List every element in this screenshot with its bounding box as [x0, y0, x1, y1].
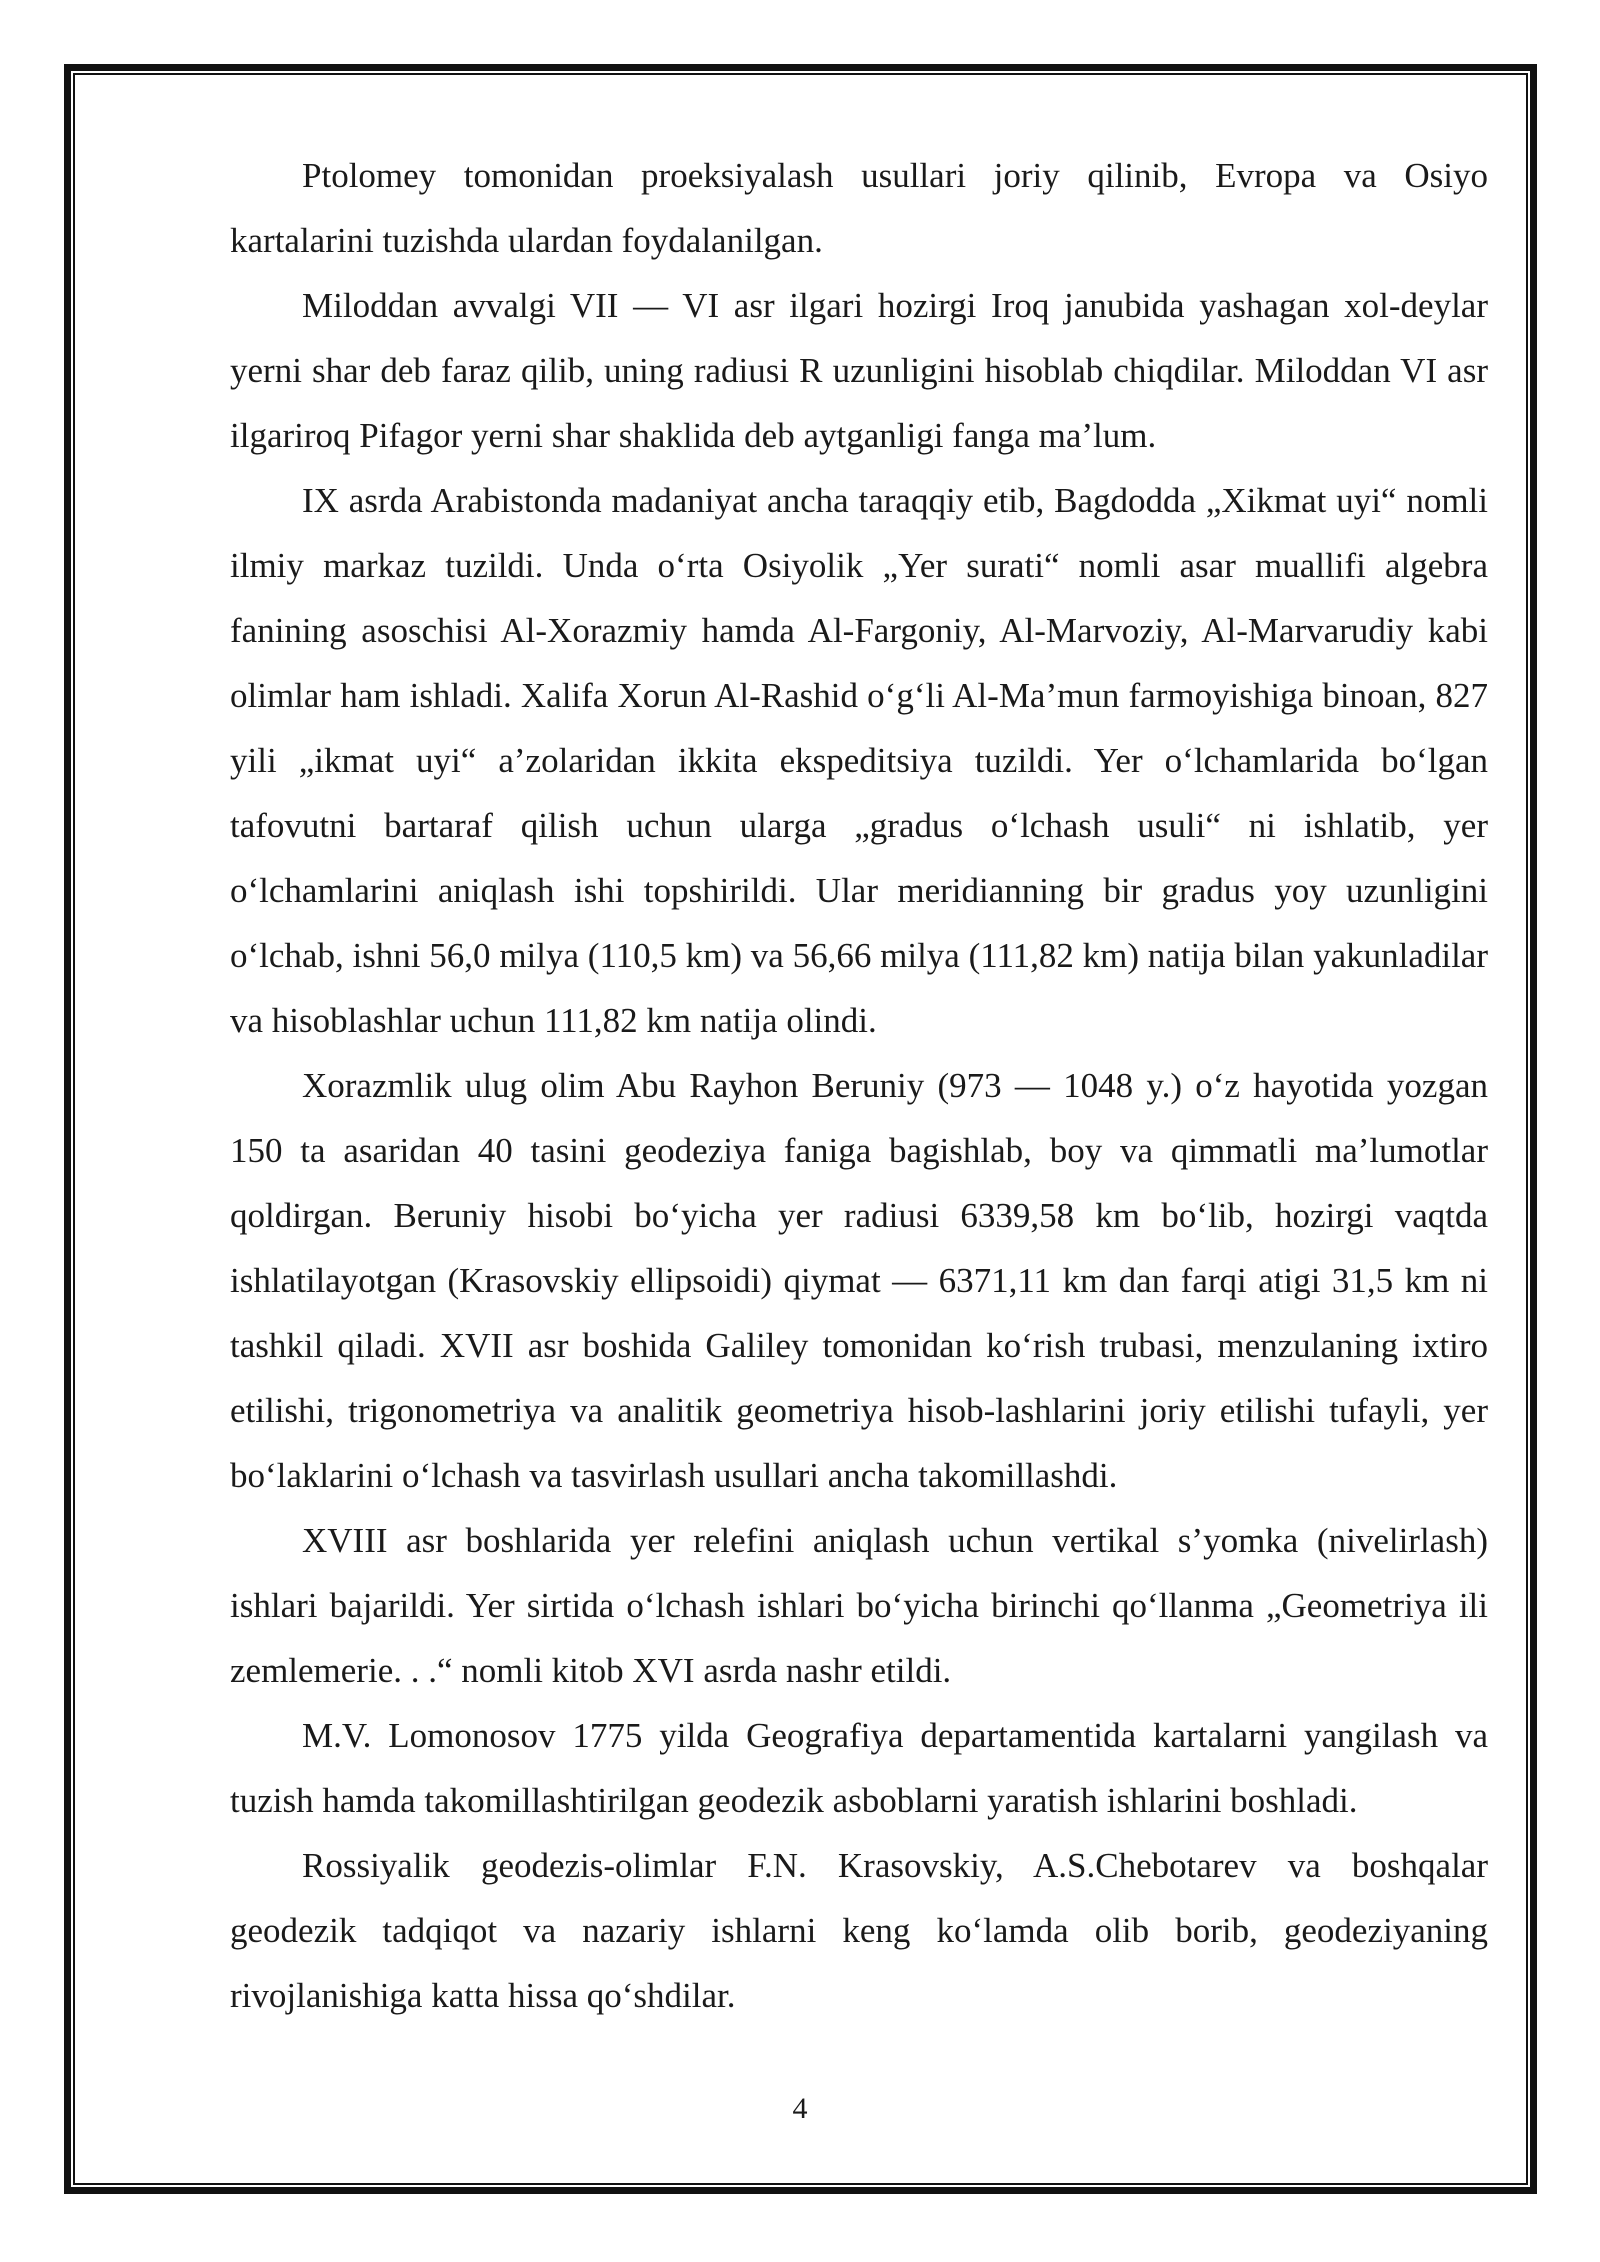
paragraph-lomonosov: M.V. Lomonosov 1775 yilda Geografiya departamentida kartalarni yangilash va tuzish hamda takomillashtirilgan geodezik asboblarni yaratish ishlarini boshladi. [230, 1716, 1488, 1820]
paragraph-beruniy: Xorazmlik ulug olim Abu Rayhon Beruniy (973 — 1048 y.) o‘z hayotida yozgan 150 ta asaridan 40 tasini geodeziya faniga bagishlab, boy va qimmatli ma’lumotlar qoldirgan. Beruniy hisobi bo‘yicha yer radiusi 6339,58 km bo‘lib, hozirgi vaqtda ishlatilayotgan (Krasovskiy ellipsoidi) qiymat — 6371,11 km dan farqi atigi 31,5 km ni tashkil qiladi. XVII asr boshida Galiley tomonidan ko‘rish trubasi, menzulaning ixtiro etilishi, trigonometriya va analitik geometriya hisob-lashlarini joriy etilishi tufayli, yer bo‘laklarini o‘lchash va tasvirlash usullari ancha takomillashdi. [230, 1066, 1488, 1495]
paragraph-ptolomey: Ptolomey tomonidan proeksiyalash usullari joriy qilinib, Evropa va Osiyo kartalarini tuzishda ulardan foydalanilgan. [230, 156, 1488, 260]
paragraph-xoldeylar: Miloddan avvalgi VII — VI asr ilgari hozirgi Iroq janubida yashagan xol-deylar yerni shar deb faraz qilib, uning radiusi R uzunligini hisoblab chiqdilar. Miloddan VI asr ilgariroq Pifagor yerni shar shaklida deb aytganligi fanga ma’lum. [230, 286, 1488, 455]
page-number: 4 [792, 2092, 808, 2125]
paragraph-arabiston: IX asrda Arabistonda madaniyat ancha taraqqiy etib, Bagdodda „Xikmat uyi“ nomli ilmiy markaz tuzildi. Unda o‘rta Osiyolik „Yer surati“ nomli asar muallifi algebra fanining asoschisi Al-Xorazmiy hamda Al-Fargoniy, Al-Marvoziy, Al-Marvarudiy kabi olimlar ham ishladi. Xalifa Xorun Al-Rashid o‘g‘li Al-Ma’mun farmoyishiga binoan, 827 yili „ikmat uyi“ a’zolaridan ikkita ekspeditsiya tuzildi. Yer o‘lchamlarida bo‘lgan tafovutni bartaraf qilish uchun ularga „gradus o‘lchash usuli“ ni ishlatib, yer o‘lchamlarini aniqlash ishi topshirildi. Ular meridianning bir gradus yoy uzunligini o‘lchab, ishni 56,0 milya (110,5 km) va 56,66 milya (111,82 km) natija bilan yakunladilar va hisoblashlar uchun 111,82 km natija olindi. [230, 481, 1488, 1040]
paragraph-rossiyalik: Rossiyalik geodezis-olimlar F.N. Krasovskiy, A.S.Chebotarev va boshqalar geodezik tadqiqot va nazariy ishlarni keng ko‘lamda olib borib, geodeziyaning rivojlanishiga katta hissa qo‘shdilar. [230, 1846, 1488, 2015]
paragraph-xviii-asr: XVIII asr boshlarida yer relefini aniqlash uchun vertikal s’yomka (nivelirlash) ishlari bajarildi. Yer sirtida o‘lchash ishlari bo‘yicha birinchi qo‘llanma „Geometriya ili zemlemerie. . .“ nomli kitob XVI asrda nashr etildi. [230, 1521, 1488, 1690]
document-body [230, 143, 1488, 2028]
